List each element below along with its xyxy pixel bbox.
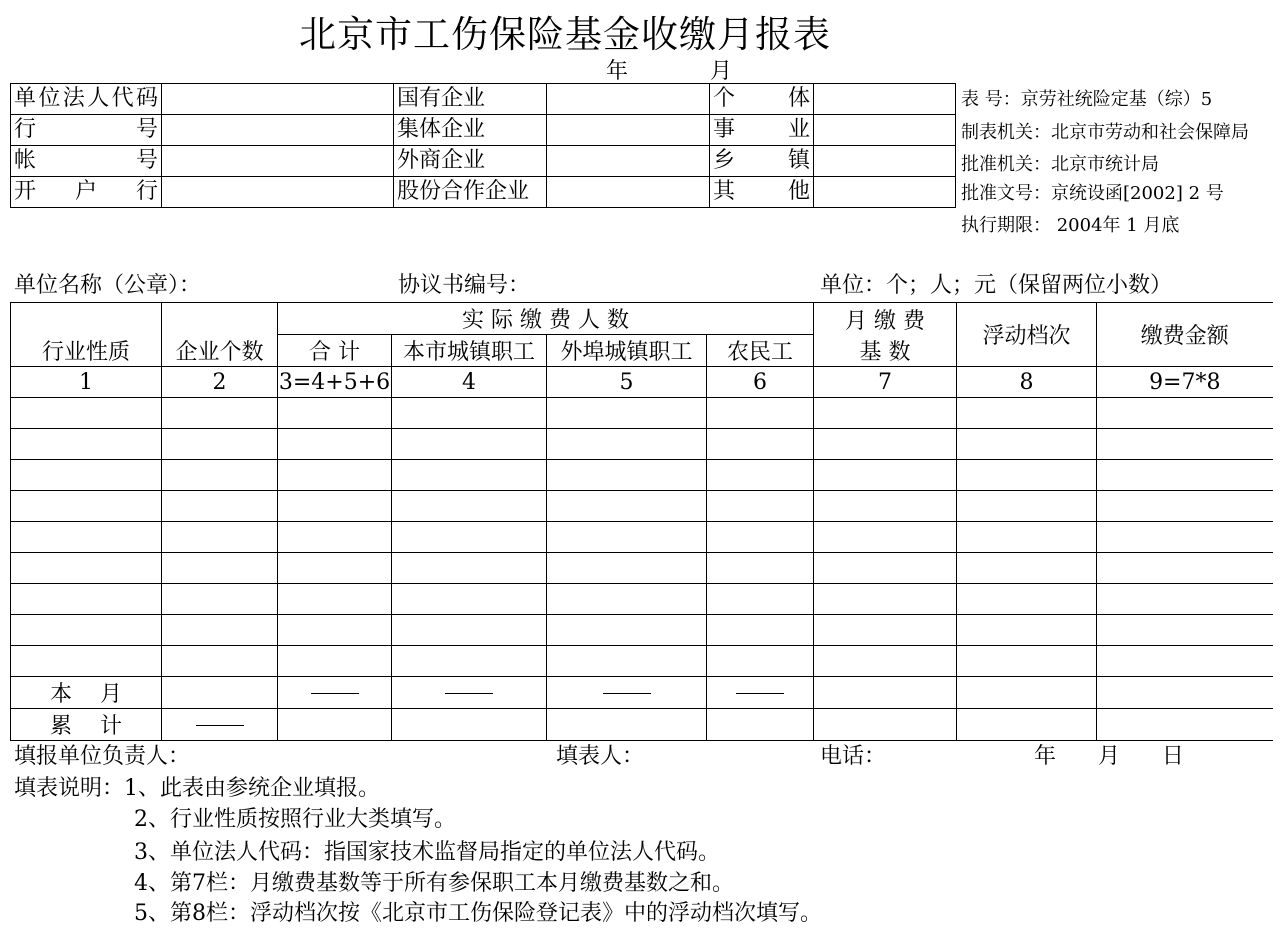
date-label: 年 月 日 — [1034, 744, 1184, 769]
table-cell[interactable] — [278, 709, 392, 741]
table-cell[interactable] — [814, 398, 957, 429]
table-cell[interactable] — [814, 429, 957, 460]
table-cell[interactable] — [547, 615, 707, 646]
table-cell[interactable] — [392, 491, 547, 522]
table-cell[interactable] — [707, 646, 814, 677]
table-cell[interactable] — [162, 677, 278, 709]
table-cell[interactable] — [814, 460, 957, 491]
type-value[interactable] — [814, 177, 956, 208]
table-cell[interactable] — [957, 522, 1097, 553]
table-cell[interactable] — [707, 398, 814, 429]
table-cell[interactable] — [547, 460, 707, 491]
note-2: 2、行业性质按照行业大类填写。 — [134, 807, 456, 832]
table-cell[interactable] — [392, 553, 547, 584]
info-row — [11, 115, 956, 146]
table-cell[interactable] — [162, 615, 278, 646]
table-cell[interactable] — [162, 584, 278, 615]
form-number: 表 号：京劳社统险定基（综）5 — [961, 89, 1213, 110]
header-base-line1: 月 缴 费 — [845, 308, 926, 334]
table-cell[interactable] — [392, 398, 547, 429]
table-cell[interactable] — [392, 522, 547, 553]
table-cell[interactable] — [11, 553, 162, 584]
table-cell[interactable] — [1097, 646, 1273, 677]
type-label: 其 他 — [710, 177, 814, 208]
field-label: 单位法人代码 — [11, 84, 162, 115]
header-migrant: 农民工 — [707, 335, 814, 367]
type-label: 股份合作企业 — [394, 177, 547, 208]
row-this-month — [11, 677, 1273, 709]
table-cell[interactable] — [162, 553, 278, 584]
header-industry: 行业性质 — [11, 303, 162, 367]
table-cell[interactable] — [162, 460, 278, 491]
table-cell[interactable] — [392, 460, 547, 491]
table-cell[interactable] — [11, 460, 162, 491]
table-cell[interactable] — [1097, 709, 1273, 741]
table-cell — [162, 709, 278, 741]
type-label: 国有企业 — [394, 84, 547, 115]
not-applicable-dash — [311, 693, 359, 694]
table-cell[interactable] — [707, 553, 814, 584]
table-cell[interactable] — [957, 460, 1097, 491]
table-cell[interactable] — [547, 491, 707, 522]
table-row — [11, 553, 1273, 584]
table-cell[interactable] — [957, 491, 1097, 522]
table-cell[interactable] — [707, 522, 814, 553]
table-cell[interactable] — [707, 429, 814, 460]
table-cell[interactable] — [1097, 522, 1273, 553]
type-value[interactable] — [814, 115, 956, 146]
table-row — [11, 398, 1273, 429]
table-cell[interactable] — [814, 709, 957, 741]
type-label: 乡 镇 — [710, 146, 814, 177]
type-value[interactable] — [814, 146, 956, 177]
col-number: 8 — [957, 367, 1097, 398]
type-value[interactable] — [547, 115, 710, 146]
row-cumulative-label: 累 计 — [50, 714, 122, 739]
table-cell[interactable] — [1097, 398, 1273, 429]
table-row — [11, 522, 1273, 553]
responsible-label: 填报单位负责人： — [14, 744, 191, 769]
field-value[interactable] — [162, 146, 394, 177]
table-cell[interactable] — [957, 429, 1097, 460]
table-cell[interactable] — [1097, 615, 1273, 646]
header-total: 合 计 — [278, 335, 392, 367]
table-cell[interactable] — [547, 584, 707, 615]
table-cell[interactable] — [278, 584, 392, 615]
phone-label: 电话： — [820, 744, 887, 769]
col-number: 6 — [707, 367, 814, 398]
field-value[interactable] — [162, 177, 394, 208]
header-base-line2: 基 数 — [859, 339, 911, 365]
table-cell[interactable] — [162, 429, 278, 460]
table-cell[interactable] — [392, 709, 547, 741]
table-cell[interactable] — [1097, 460, 1273, 491]
table-cell[interactable] — [707, 584, 814, 615]
table-cell[interactable] — [957, 646, 1097, 677]
table-cell[interactable] — [957, 677, 1097, 709]
preparer-label: 填表人： — [556, 744, 645, 769]
table-cell[interactable] — [1097, 553, 1273, 584]
note-1: 填表说明：1、此表由参统企业填报。 — [14, 776, 380, 801]
type-label: 外商企业 — [394, 146, 547, 177]
table-cell[interactable] — [162, 522, 278, 553]
unit-info-grid — [10, 83, 956, 208]
type-value[interactable] — [547, 84, 710, 115]
table-cell[interactable] — [547, 646, 707, 677]
table-cell[interactable] — [392, 615, 547, 646]
table-cell[interactable] — [162, 646, 278, 677]
type-label: 事 业 — [710, 115, 814, 146]
table-cell[interactable] — [707, 460, 814, 491]
table-cell[interactable] — [814, 491, 957, 522]
row-label-cell — [11, 677, 162, 709]
table-cell[interactable] — [11, 429, 162, 460]
table-cell[interactable] — [11, 522, 162, 553]
header-enterprise-count: 企业个数 — [162, 303, 278, 367]
header-nonlocal-urban: 外埠城镇职工 — [547, 335, 707, 367]
table-row — [11, 460, 1273, 491]
page-title: 北京市工伤保险基金收缴月报表 — [299, 13, 831, 56]
table-cell — [392, 677, 547, 709]
header-local-urban: 本市城镇职工 — [392, 335, 547, 367]
row-this-month-label: 本 月 — [50, 682, 122, 707]
table-cell[interactable] — [814, 584, 957, 615]
table-cell — [547, 677, 707, 709]
table-cell[interactable] — [957, 615, 1097, 646]
header-base — [814, 303, 957, 367]
table-cell[interactable] — [707, 491, 814, 522]
table-cell[interactable] — [547, 522, 707, 553]
table-cell[interactable] — [814, 615, 957, 646]
table-cell[interactable] — [957, 584, 1097, 615]
table-cell[interactable] — [707, 615, 814, 646]
type-value[interactable] — [547, 177, 710, 208]
table-cell[interactable] — [11, 646, 162, 677]
field-label: 行 号 — [11, 115, 162, 146]
note-4: 4、第7栏：月缴费基数等于所有参保职工本月缴费基数之和。 — [134, 871, 734, 896]
note-5: 5、第8栏：浮动档次按《北京市工伤保险登记表》中的浮动档次填写。 — [134, 901, 822, 926]
month-label: 月 — [710, 59, 733, 84]
table-cell[interactable] — [11, 615, 162, 646]
deadline: 执行期限： 2004年 1 月底 — [961, 215, 1180, 236]
table-cell[interactable] — [392, 646, 547, 677]
table-cell[interactable] — [278, 615, 392, 646]
table-cell — [278, 677, 392, 709]
table-cell[interactable] — [278, 491, 392, 522]
field-value[interactable] — [162, 115, 394, 146]
table-row — [11, 584, 1273, 615]
row-label-cell — [11, 709, 162, 741]
note-3: 3、单位法人代码：指国家技术监督局指定的单位法人代码。 — [134, 840, 720, 865]
table-cell[interactable] — [547, 553, 707, 584]
not-applicable-dash — [445, 693, 493, 694]
table-cell[interactable] — [11, 584, 162, 615]
table-cell[interactable] — [707, 709, 814, 741]
table-cell[interactable] — [814, 677, 957, 709]
table-cell[interactable] — [1097, 491, 1273, 522]
type-value[interactable] — [547, 146, 710, 177]
table-cell[interactable] — [278, 553, 392, 584]
table-row — [11, 615, 1273, 646]
table-cell[interactable] — [957, 553, 1097, 584]
table-cell[interactable] — [814, 522, 957, 553]
col-number: 2 — [162, 367, 278, 398]
table-cell[interactable] — [11, 398, 162, 429]
row-cumulative — [11, 709, 1273, 741]
col-number: 3=4+5+6 — [278, 367, 392, 398]
table-cell[interactable] — [547, 429, 707, 460]
header-actual-payers: 实 际 缴 费 人 数 — [278, 303, 814, 335]
year-label: 年 — [606, 59, 629, 84]
table-cell[interactable] — [1097, 584, 1273, 615]
payment-table — [10, 302, 1273, 741]
table-cell[interactable] — [278, 460, 392, 491]
table-cell[interactable] — [547, 398, 707, 429]
info-row — [11, 146, 956, 177]
col-number: 4 — [392, 367, 547, 398]
approval-number: 批准文号：京统设函[2002] 2 号 — [961, 183, 1224, 204]
table-cell[interactable] — [11, 491, 162, 522]
table-cell[interactable] — [392, 429, 547, 460]
unit-name-label: 单位名称（公章）： — [14, 273, 202, 298]
table-row — [11, 429, 1273, 460]
table-cell[interactable] — [278, 429, 392, 460]
not-applicable-dash — [603, 693, 651, 694]
info-row — [11, 84, 956, 115]
type-label: 集体企业 — [394, 115, 547, 146]
col-number: 7 — [814, 367, 957, 398]
table-cell[interactable] — [392, 584, 547, 615]
table-cell[interactable] — [278, 398, 392, 429]
table-cell[interactable] — [278, 522, 392, 553]
table-cell[interactable] — [547, 709, 707, 741]
agreement-number-label: 协议书编号： — [398, 273, 531, 298]
table-cell[interactable] — [278, 646, 392, 677]
table-cell[interactable] — [1097, 429, 1273, 460]
header-float-grade: 浮动档次 — [957, 303, 1097, 367]
type-label: 个 体 — [710, 84, 814, 115]
col-number: 5 — [547, 367, 707, 398]
table-cell[interactable] — [814, 553, 957, 584]
col-number: 1 — [11, 367, 162, 398]
not-applicable-dash — [736, 693, 784, 694]
table-cell[interactable] — [957, 709, 1097, 741]
table-cell[interactable] — [1097, 677, 1273, 709]
issuing-authority: 制表机关：北京市劳动和社会保障局 — [961, 122, 1249, 143]
table-cell[interactable] — [814, 646, 957, 677]
info-row — [11, 177, 956, 208]
type-value[interactable] — [814, 84, 956, 115]
field-label: 帐 号 — [11, 146, 162, 177]
table-cell[interactable] — [957, 398, 1097, 429]
field-label: 开 户 行 — [11, 177, 162, 208]
table-cell[interactable] — [162, 398, 278, 429]
col-number: 9=7*8 — [1097, 367, 1273, 398]
header-amount: 缴费金额 — [1097, 303, 1273, 367]
table-cell — [707, 677, 814, 709]
table-row — [11, 646, 1273, 677]
unit-note: 单位：个；人；元（保留两位小数） — [820, 273, 1173, 298]
not-applicable-dash — [196, 725, 244, 726]
table-cell[interactable] — [162, 491, 278, 522]
approval-authority: 批准机关：北京市统计局 — [961, 154, 1159, 175]
table-row — [11, 491, 1273, 522]
field-value[interactable] — [162, 84, 394, 115]
